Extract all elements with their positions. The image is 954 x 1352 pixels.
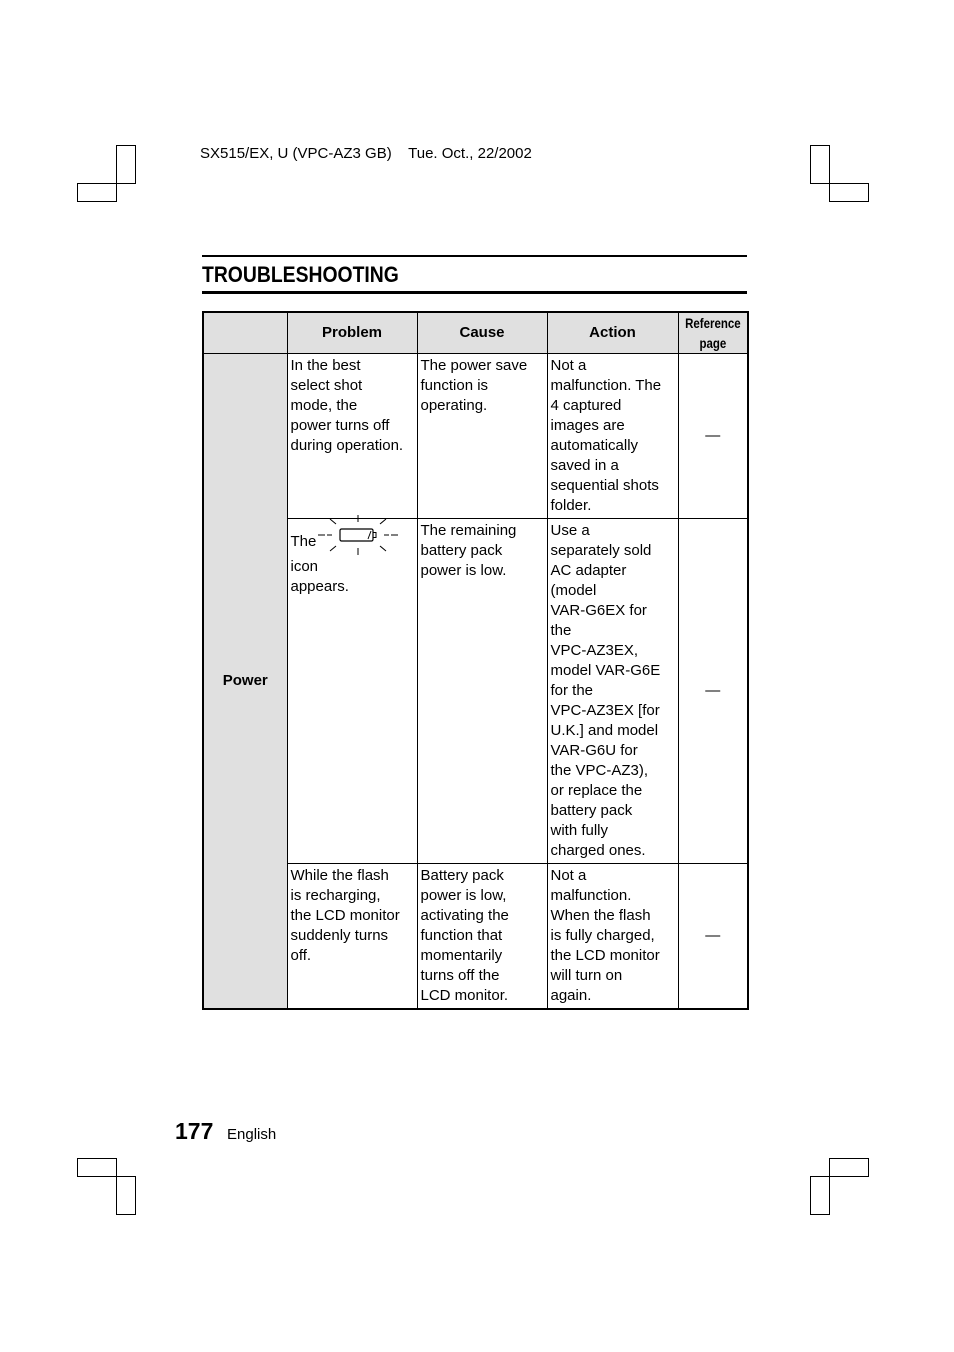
line: momentarily [420,947,503,964]
line: mode, the [290,397,358,414]
reference-cell: — [678,354,748,519]
line: activating the [420,907,509,924]
line: VAR-G6EX for [550,602,647,619]
line: for the [550,682,594,699]
line: power is low. [420,562,507,579]
table-row [203,354,748,519]
line: the [550,622,572,639]
line: battery pack [550,802,633,819]
line: Battery pack [420,867,504,884]
line: LCD monitor. [420,987,509,1004]
crop-mark [829,183,869,202]
line: VPC-AZ3EX, [550,642,639,659]
header-problem: Problem [287,312,417,354]
print-header [200,145,532,162]
header-reference-page [678,312,748,354]
reference-cell: — [678,519,748,864]
line: The power save [420,357,528,374]
problem-cell [287,519,417,864]
title-rule-top [202,255,747,257]
line: The [290,532,317,550]
line: folder. [550,497,592,514]
line: the VPC-AZ3), [550,762,649,779]
line: When the flash [550,907,651,924]
line: automatically [550,437,639,454]
line: VPC-AZ3EX [for [550,702,660,719]
line: is recharging, [290,887,381,904]
crop-mark [810,145,830,184]
line: suddenly turns [290,927,389,944]
reference-cell: — [678,864,748,1010]
footer-language: English [227,1126,277,1143]
line: the LCD monitor [550,947,660,964]
line: Use a [550,522,590,539]
troubleshooting-table [202,311,749,1010]
crop-mark [116,1176,136,1215]
action-cell [547,354,678,519]
header-page: page [699,335,727,351]
problem-cell [287,354,417,519]
header-date: Tue. Oct., 22/2002 [408,145,532,162]
cause-cell [417,864,547,1010]
line: VAR-G6U for [550,742,638,759]
category-power: Power [203,354,287,1010]
page-title: TROUBLESHOOTING [202,262,399,287]
crop-mark [77,183,117,202]
line: power is low, [420,887,507,904]
line: charged ones. [550,842,646,859]
line: during operation. [290,437,404,454]
line: operating. [420,397,488,414]
crop-mark [77,1158,117,1177]
line: off. [290,947,312,964]
line: In the best [290,357,361,374]
cause-cell [417,354,547,519]
line: (model [550,582,597,599]
line: or replace the [550,782,643,799]
line: saved in a [550,457,619,474]
line: battery pack [420,542,503,559]
line: While the flash [290,867,389,884]
table-header-row [203,312,748,354]
low-battery-blinking-icon [318,527,398,557]
page-number: 177 [175,1118,214,1144]
line: will turn on [550,967,623,984]
header-action: Action [547,312,678,354]
crop-mark [829,1158,869,1177]
title-rule-bottom [202,291,747,294]
line: sequential shots [550,477,659,494]
line: icon [290,558,319,575]
line: the LCD monitor [290,907,400,924]
line: AC adapter [550,562,627,579]
line: function is [420,377,489,394]
line: model VAR-G6E [550,662,661,679]
line: turns off the [420,967,500,984]
line: with fully [550,822,609,839]
crop-mark [116,145,136,184]
line: separately sold [550,542,652,559]
line: images are [550,417,625,434]
line: 4 captured [550,397,622,414]
action-cell [547,864,678,1010]
line: appears. [290,578,349,595]
line: malfunction. The [550,377,662,394]
header-blank [203,312,287,354]
crop-mark [810,1176,830,1215]
action-cell [547,519,678,864]
line: power turns off [290,417,390,434]
problem-cell [287,864,417,1010]
header-reference: Reference [684,315,741,331]
line: Not a [550,867,587,884]
line: U.K.] and model [550,722,659,739]
line: again. [550,987,592,1004]
header-cause: Cause [417,312,547,354]
line: is fully charged, [550,927,655,944]
line: malfunction. [550,887,632,904]
line: function that [420,927,503,944]
line: The remaining [420,522,517,539]
cause-cell [417,519,547,864]
line: Not a [550,357,587,374]
line: select shot [290,377,363,394]
header-model: SX515/EX, U (VPC-AZ3 GB) [200,145,392,162]
